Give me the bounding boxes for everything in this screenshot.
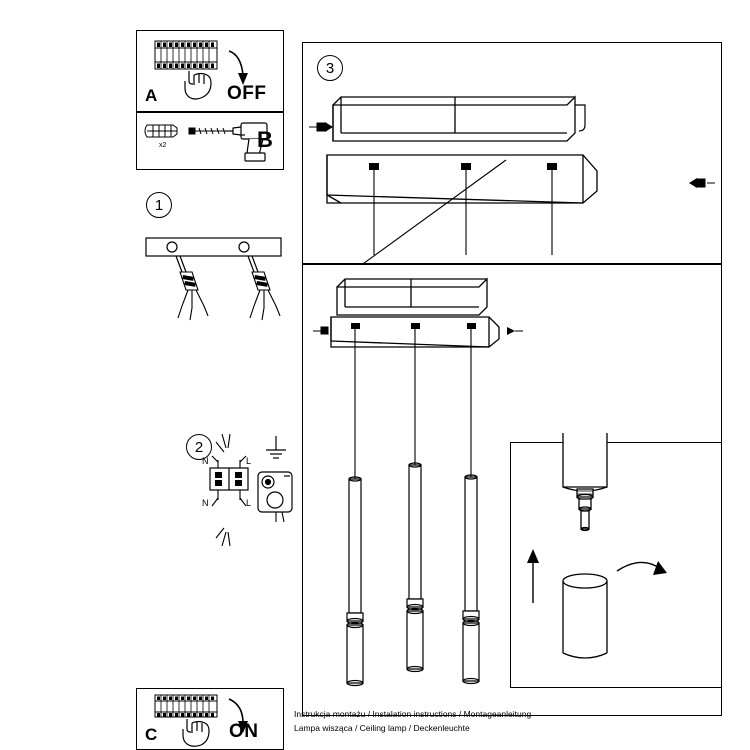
step-1-illustration: [136, 228, 306, 338]
step-c-illustration: [137, 689, 283, 749]
step-2-illustration: [196, 430, 306, 550]
shade-detail-panel: [510, 442, 722, 688]
svg-text:L: L: [246, 498, 252, 508]
shade-detail-illustration: [511, 443, 721, 687]
step-c-action-label: ON: [229, 721, 259, 742]
step-b-label: B: [257, 127, 273, 152]
step-1-number: 1: [146, 192, 172, 218]
step-c-panel: [136, 688, 284, 750]
step-c-label: C: [145, 725, 158, 744]
step-a-label: A: [145, 86, 158, 105]
svg-text:L: L: [246, 456, 252, 466]
footer-line-2: Lampa wisząca / Ceiling lamp / Deckenleuchte: [294, 723, 470, 733]
footer-line-1: Instrukcja montażu / Instalation instructions / Montageanleitung: [294, 709, 532, 719]
step-3-number: 3: [317, 55, 343, 81]
step-a-action-label: OFF: [227, 83, 267, 104]
step-2-number: 2: [186, 434, 212, 460]
step-b-panel: [136, 112, 284, 170]
svg-text:N: N: [202, 456, 209, 466]
step-b-quantity: x2: [159, 142, 167, 149]
svg-text:N: N: [202, 498, 209, 508]
step-a-panel: [136, 30, 284, 112]
